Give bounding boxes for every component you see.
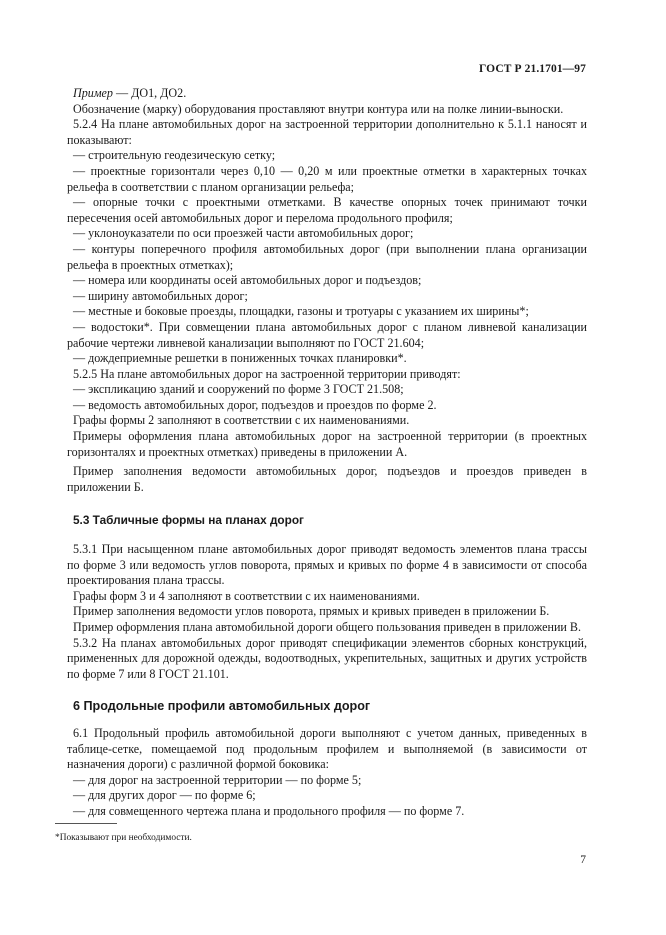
list-item: — опорные точки с проектными отметками. В качестве опорных точек принимают точки пересечения осей автомобильных дорог и перелома продольного профиля; (67, 195, 587, 225)
paragraph: 5.2.4 На плане автомобильных дорог на застроенной территории дополнительно к 5.1.1 наносят и показывают: (67, 117, 587, 147)
list-item: — экспликацию зданий и сооружений по форме 3 ГОСТ 21.508; (73, 382, 404, 397)
page-number: 7 (580, 854, 586, 866)
paragraph: Графы форм 3 и 4 заполняют в соответствии с их наименованиями. (73, 588, 420, 603)
example-label: Пример (73, 86, 113, 100)
paragraph: 5.2.5 На плане автомобильных дорог на застроенной территории приводят: (73, 366, 461, 381)
list-item: — ведомость автомобильных дорог, подъездов и проездов по форме 2. (73, 397, 437, 412)
list-item: — местные и боковые проезды, площадки, газоны и тротуары с указанием их ширины*; (73, 304, 529, 319)
page-content (67, 86, 587, 820)
list-item: — проектные горизонтали через 0,10 — 0,20 м или проектные отметки в характерных точках рельефа в соответствии с планом организации рельефа; (67, 163, 587, 194)
example-value: — ДО1, ДО2. (112, 86, 187, 100)
paragraph: Примеры оформления плана автомобильных дорог на застроенной территории (в проектных горизонталях и проектных отметках) приведены в приложении А. (67, 429, 587, 459)
paragraph: 5.3.2 На планах автомобильных дорог приводят спецификации элементов сборных конструкций, примененных для дорожной одежды, водоотводных, укрепительных, защитных и других устройств по форме 7 или 8 ГОСТ 21.101. (67, 635, 587, 681)
list-item: — водостоки*. При совмещении плана автомобильных дорог с планом ливневой канализации рабочие чертежи ливневой канализации выполняют по ГОСТ 21.604; (67, 319, 587, 350)
paragraph: Пример заполнения ведомости автомобильных дорог, подъездов и проездов приведен в приложении Б. (67, 464, 587, 494)
example-line (73, 86, 587, 102)
document-header: ГОСТ Р 21.1701—97 (479, 63, 586, 75)
paragraph: Пример заполнения ведомости углов поворота, прямых и кривых приведен в приложении Б. (73, 604, 550, 619)
paragraph: Графы формы 2 заполняют в соответствии с их наименованиями. (73, 413, 410, 428)
footnote: *Показывают при необходимости. (55, 833, 192, 843)
list-item: — дождеприемные решетки в пониженных точках планировки*. (73, 351, 407, 366)
list-item: — уклоноуказатели по оси проезжей части автомобильных дорог; (73, 226, 414, 241)
paragraph: 5.3.1 При насыщенном плане автомобильных дорог приводят ведомость элементов плана трассы по форме 3 или ведомость углов поворота, прямых и кривых по форме 4 в зависимости от способа проектирования плана трассы. (67, 542, 587, 588)
section-heading: 5.3 Табличные формы на планах дорог (73, 513, 304, 528)
list-item: — ширину автомобильных дорог; (73, 288, 248, 303)
footnote-separator (55, 823, 117, 824)
list-item: — для совмещенного чертежа плана и продольного профиля — по форме 7. (73, 803, 465, 818)
paragraph: 6.1 Продольный профиль автомобильной дороги выполняют с учетом данных, приведенных в таблице-сетке, помещаемой под продольным профилем и выполняемой (в зависимости от назначения дороги) с различной формой боковика: (67, 725, 587, 772)
list-item: — строительную геодезическую сетку; (73, 148, 276, 163)
paragraph: Пример оформления плана автомобильной дороги общего пользования приведен в приложении В. (73, 620, 581, 634)
paragraph: Обозначение (марку) оборудования проставляют внутри контура или на полке линии-выноски. (73, 101, 564, 116)
list-item: — контуры поперечного профиля автомобильных дорог (при выполнении плана организации рельефа в проектных отметках); (67, 241, 587, 272)
chapter-heading: 6 Продольные профили автомобильных дорог (73, 699, 371, 714)
list-item: — для дорог на застроенной территории — по форме 5; (73, 772, 362, 787)
list-item: — для других дорог — по форме 6; (73, 788, 256, 803)
list-item: — номера или координаты осей автомобильных дорог и подъездов; (73, 273, 422, 288)
